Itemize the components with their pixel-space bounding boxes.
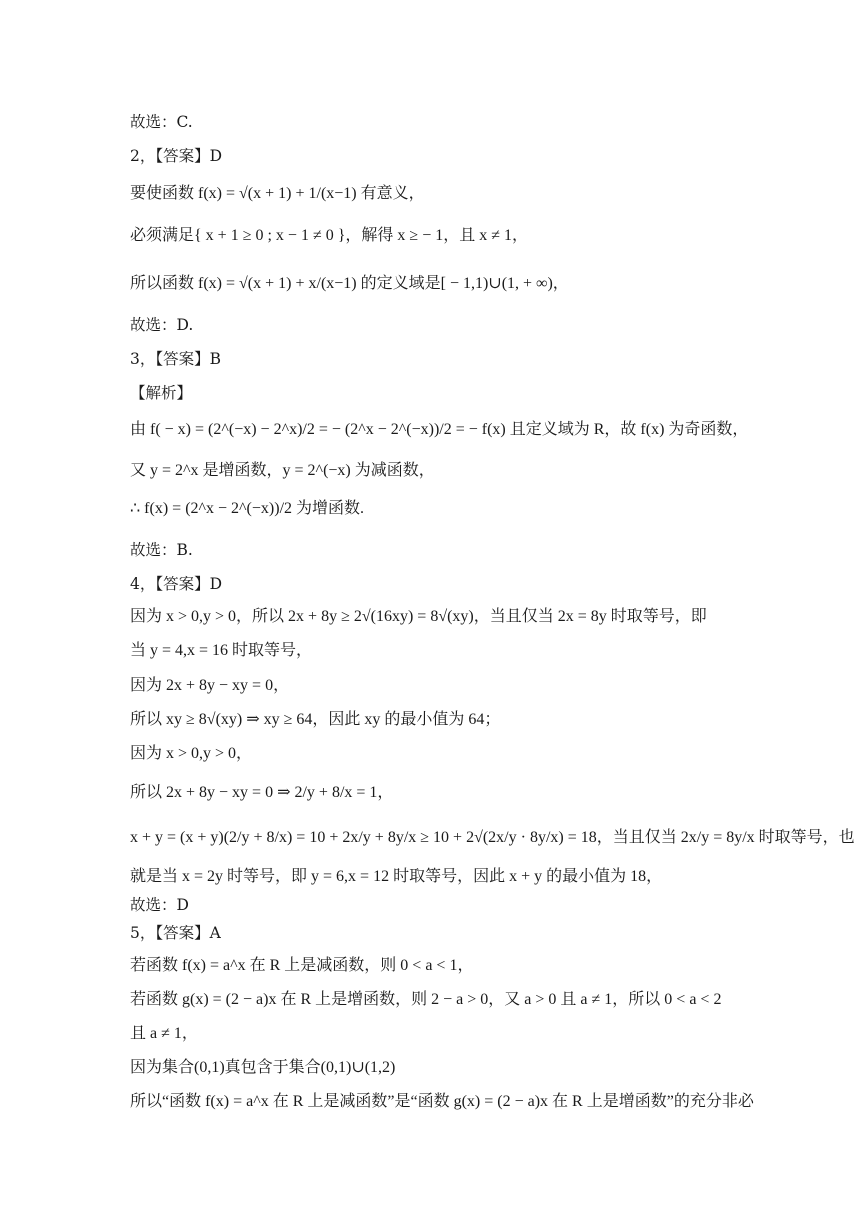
text-line: 所以函数 f(x) = √(x + 1) + x/(x−1) 的定义域是[ − 1,1)∪(1, + ∞)， — [130, 275, 569, 292]
text-line: 所以 xy ≥ 8√(xy) ⇒ xy ≥ 64，因此 xy 的最小值为 64； — [130, 711, 501, 728]
text-line: 当 y = 4,x = 16 时取等号， — [130, 642, 313, 659]
text-line: 因为 x > 0,y > 0， — [130, 745, 253, 762]
text-line: 故选：D. — [130, 316, 194, 334]
answer-heading: 3，【答案】B — [130, 350, 222, 368]
section-heading: 【解析】 — [130, 384, 193, 402]
text-line: 若函数 g(x) = (2 − a)x 在 R 上是增函数，则 2 − a > 0，又 a > 0 且 a ≠ 1，所以 0 < a < 2 — [130, 991, 722, 1008]
text-line: 故选：B. — [130, 541, 193, 559]
text-line: 必须满足{ x + 1 ≥ 0 ; x − 1 ≠ 0 }，解得 x ≥ − 1，且 x ≠ 1， — [130, 227, 529, 244]
text-line: 由 f( − x) = (2^(−x) − 2^x)/2 = − (2^x − 2^(−x))/2 = − f(x) 且定义域为 R，故 f(x) 为奇函数， — [130, 421, 749, 438]
text-line: 就是当 x = 2y 时等号，即 y = 6,x = 12 时取等号，因此 x + y 的最小值为 18， — [130, 868, 663, 885]
text-line: 故选：C. — [130, 113, 193, 131]
text-line: 所以 2x + 8y − xy = 0 ⇒ 2/y + 8/x = 1， — [130, 784, 394, 801]
answer-heading: 2，【答案】D — [130, 147, 223, 165]
text-line: 因为集合(0,1)真包含于集合(0,1)∪(1,2) — [130, 1059, 396, 1076]
text-line: 若函数 f(x) = a^x 在 R 上是减函数，则 0 < a < 1， — [130, 957, 474, 974]
text-line: x + y = (x + y)(2/y + 8/x) = 10 + 2x/y + 8y/x ≥ 10 + 2√(2x/y · 8y/x) = 18，当且仅当 2x/y = 8y/x 时取等号，也 — [130, 829, 855, 846]
text-line: 所以“函数 f(x) = a^x 在 R 上是减函数”是“函数 g(x) = (2 − a)x 在 R 上是增函数”的充分非必 — [130, 1093, 754, 1110]
text-line: 因为 2x + 8y − xy = 0， — [130, 677, 290, 694]
answer-heading: 4，【答案】D — [130, 575, 223, 593]
text-line: 且 a ≠ 1， — [130, 1025, 198, 1042]
text-line: 又 y = 2^x 是增函数，y = 2^(−x) 为减函数， — [130, 462, 435, 479]
text-line: 故选：D — [130, 896, 189, 914]
answer-heading: 5，【答案】A — [130, 924, 221, 942]
text-line: 要使函数 f(x) = √(x + 1) + 1/(x−1) 有意义， — [130, 185, 425, 202]
text-line: ∴ f(x) = (2^x − 2^(−x))/2 为增函数. — [130, 500, 365, 517]
text-line: 因为 x > 0,y > 0，所以 2x + 8y ≥ 2√(16xy) = 8√(xy)，当且仅当 2x = 8y 时取等号，即 — [130, 608, 707, 625]
